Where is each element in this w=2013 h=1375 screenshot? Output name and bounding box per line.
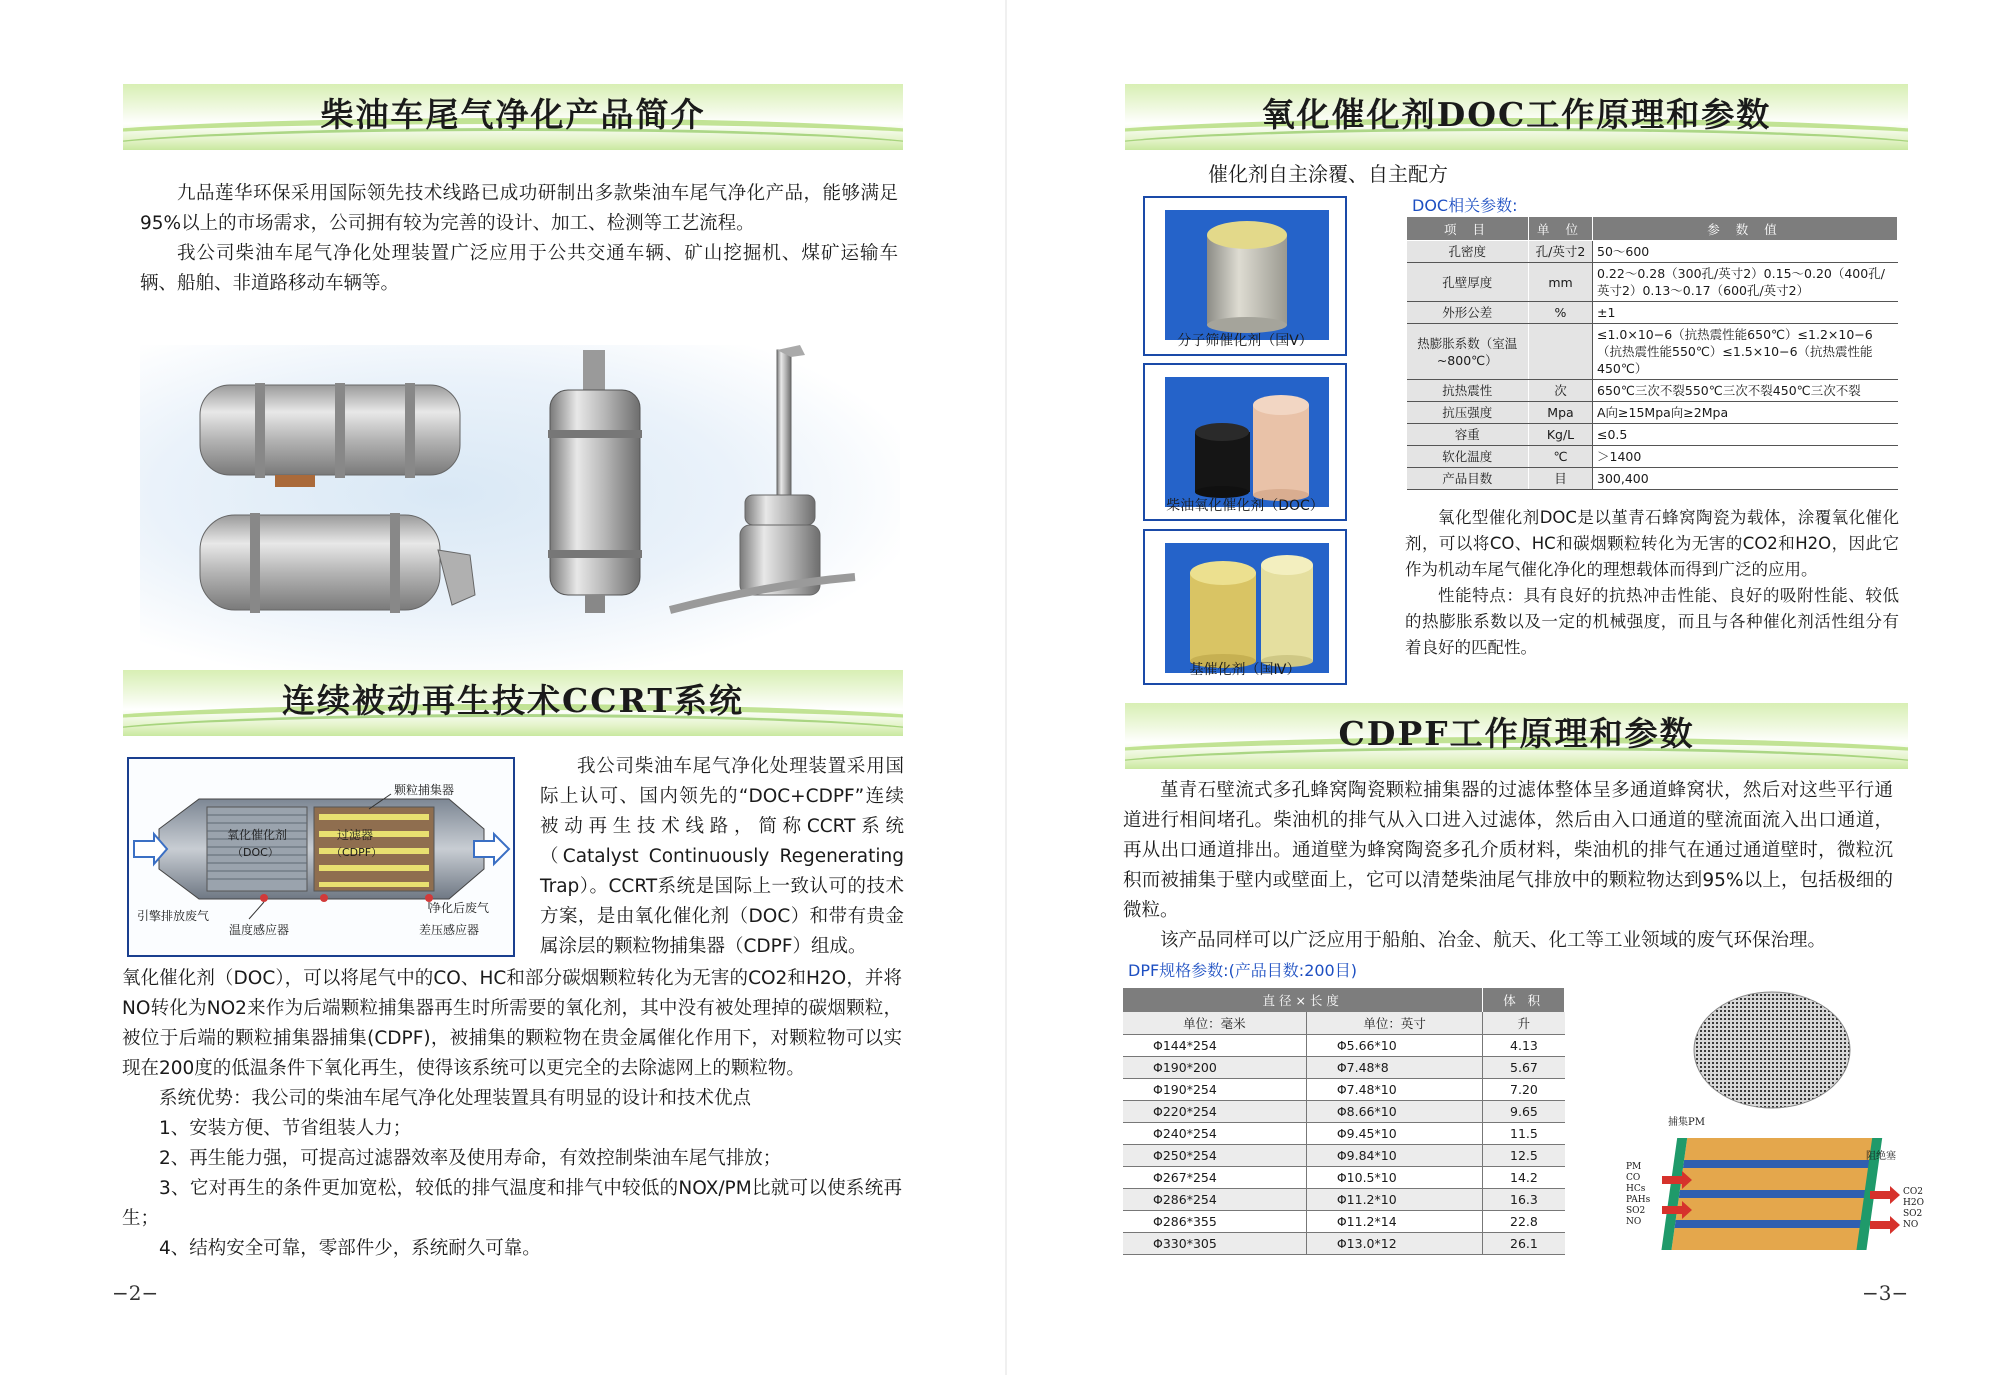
doc-cell-item: 抗压强度 [1407, 402, 1529, 424]
doc-table-row [1407, 302, 1898, 324]
ccrt-body-text [122, 964, 902, 1264]
doc-cell-item: 软化温度 [1407, 446, 1529, 468]
cdpf-description [1123, 776, 1893, 956]
ccrt-side-paragraph: 我公司柴油车尾气净化处理装置采用国际上认可、国内领先的“DOC+CDPF”连续被动再生技术线路，简称CCRT系统（Catalyst Continuously Regenerating Trap）。CCRT系统是国际上一致认可的技术方案，是由氧化催化剂（DOC）和带有贵金属涂层的颗粒物捕集器（CDPF）组成。 [540, 756, 904, 957]
section-title-doc: 氧化催化剂DOC工作原理和参数 [1261, 95, 1772, 134]
doc-cell-item: 孔壁厚度 [1407, 263, 1529, 302]
doc-description-paragraph-2: 性能特点：具有良好的抗热冲击性能、良好的吸附性能、较低的热膨胀系数以及一定的机械强度，而且与各种催化剂活性组分有着良好的匹配性。 [1405, 586, 1899, 657]
dpf-cell-liter: 12.5 [1483, 1144, 1565, 1166]
label-pressure-sensor: 差压感应器 [419, 923, 480, 937]
doc-cell-unit: ℃ [1529, 446, 1593, 468]
dpf-cell-mm: Φ286*355 [1123, 1210, 1306, 1232]
dpf-cell-inch: Φ13.0*12 [1306, 1232, 1483, 1254]
cdpf-paragraph-1: 堇青石壁流式多孔蜂窝陶瓷颗粒捕集器的过滤体整体呈多通道蜂窝状，然后对这些平行通道进行相间堵孔。柴油机的排气从入口进入过滤体，然后由入口通道的壁流面流入出口通道，再从出口通道排出。通道壁为蜂窝陶瓷多孔介质材料，柴油机的排气在通过通道壁时，微粒沉积而被捕集于壁内或壁面上，它可以清楚柴油尾气排放中的颗粒物达到95%以上，包括极细的微粒。 [1123, 780, 1893, 921]
dpf-subheader-mm: 单位：毫米 [1123, 1012, 1306, 1034]
label-temperature-sensor: 温度感应器 [229, 923, 290, 937]
doc-description [1405, 505, 1899, 661]
dpf-cell-mm: Φ267*254 [1123, 1166, 1306, 1188]
dpf-cell-liter: 7.20 [1483, 1078, 1565, 1100]
dpf-header-volume: 体 积 [1483, 988, 1565, 1012]
doc-header-value: 参 数 值 [1593, 217, 1898, 241]
doc-cell-unit: Mpa [1529, 402, 1593, 424]
dpf-cell-inch: Φ7.48*8 [1306, 1056, 1483, 1078]
dpf-cell-liter: 5.67 [1483, 1056, 1565, 1078]
dpf-cell-inch: Φ5.66*10 [1306, 1034, 1483, 1056]
section-title-cdpf: CDPF工作原理和参数 [1338, 714, 1695, 753]
dpf-cell-mm: Φ330*305 [1123, 1232, 1306, 1254]
dpf-cell-inch: Φ9.45*10 [1306, 1122, 1483, 1144]
title-banner-product-intro [123, 84, 903, 150]
catalyst-caption-1: 分子筛催化剂（国Ⅴ） [1177, 333, 1313, 349]
label-plug: 阻绝塞 [1866, 1151, 1896, 1162]
doc-cell-unit: 孔/英寸2 [1529, 241, 1593, 263]
input-gas-co: CO [1626, 1173, 1641, 1183]
dpf-table-row [1123, 1232, 1565, 1254]
horizontal-muffler-with-elbow-image [190, 510, 490, 620]
doc-cell-unit: 目 [1529, 468, 1593, 490]
doc-cell-value: 650℃三次不裂550℃三次不裂450℃三次不裂 [1593, 380, 1898, 402]
dpf-table-row [1123, 1056, 1565, 1078]
wall-flow-filter-diagram [1620, 1118, 1920, 1268]
dpf-cell-mm: Φ190*254 [1123, 1078, 1306, 1100]
dpf-cell-liter: 22.8 [1483, 1210, 1565, 1232]
ccrt-diagram [127, 757, 515, 957]
doc-table-row [1407, 446, 1898, 468]
dpf-cell-liter: 26.1 [1483, 1232, 1565, 1254]
doc-cell-unit [1529, 324, 1593, 380]
cdpf-paragraph-2: 该产品同样可以广泛应用于船舶、冶金、航天、化工等工业领域的废气环保治理。 [1160, 930, 1827, 951]
doc-table-row [1407, 402, 1898, 424]
dpf-table-row [1123, 1210, 1565, 1232]
doc-table-header-row [1407, 217, 1898, 241]
dpf-table-row [1123, 1166, 1565, 1188]
catalyst-image-doc [1165, 377, 1329, 507]
label-captured-pm: 捕集PM [1668, 1117, 1705, 1128]
doc-subtitle: 催化剂自主涂覆、自主配方 [1208, 162, 1448, 186]
intro-text [140, 179, 898, 299]
output-gas-no: NO [1903, 1220, 1919, 1230]
catalyst-frame-doc [1143, 363, 1347, 521]
doc-cell-value: A向≥15Mpa向≥2Mpa [1593, 402, 1898, 424]
doc-table-row [1407, 380, 1898, 402]
doc-cell-item: 孔密度 [1407, 241, 1529, 263]
doc-params-title: DOC相关参数: [1412, 196, 1518, 215]
section-title-product-intro: 柴油车尾气净化产品简介 [320, 95, 706, 134]
doc-cell-value: 50～600 [1593, 241, 1898, 263]
doc-cell-item: 容重 [1407, 424, 1529, 446]
input-gas-so2: SO2 [1626, 1206, 1646, 1216]
dpf-cell-inch: Φ10.5*10 [1306, 1166, 1483, 1188]
title-banner-doc [1125, 84, 1908, 150]
catalyst-caption-3: 基催化剂（国Ⅳ） [1189, 662, 1301, 678]
exhaust-pipe-muffler-image [665, 345, 865, 615]
label-particulate-trap: 颗粒捕集器 [394, 783, 455, 797]
doc-cylinders-icon [1165, 377, 1329, 507]
doc-table-row [1407, 468, 1898, 490]
catalyst-image-molecular-sieve [1165, 210, 1329, 340]
base-catalyst-cylinders-icon [1165, 543, 1329, 673]
ccrt-side-text [540, 752, 904, 962]
dpf-table-body [1123, 1012, 1565, 1254]
label-clean-exhaust: 净化后废气 [429, 901, 490, 915]
dpf-table-header-row [1123, 988, 1565, 1012]
advantage-item-4: 4、结构安全可靠，零部件少，系统耐久可靠。 [159, 1238, 541, 1259]
doc-cell-item: 外形公差 [1407, 302, 1529, 324]
advantage-item-1: 1、安装方便、节省组装人力； [159, 1118, 412, 1139]
vertical-muffler-image [545, 345, 650, 615]
doc-table-row [1407, 424, 1898, 446]
dpf-table-subheader-row [1123, 1012, 1565, 1034]
dpf-cell-liter: 9.65 [1483, 1100, 1565, 1122]
dpf-cell-mm: Φ240*254 [1123, 1122, 1306, 1144]
page-number-left: −2− [112, 1281, 159, 1305]
doc-table-row [1407, 324, 1898, 380]
doc-cell-unit: 次 [1529, 380, 1593, 402]
page-number-right: −3− [1862, 1281, 1909, 1305]
honeycomb-cylinder-icon [1165, 210, 1329, 340]
dpf-cell-inch: Φ11.2*14 [1306, 1210, 1483, 1232]
section-title-ccrt: 连续被动再生技术CCRT系统 [282, 681, 744, 720]
dpf-cell-mm: Φ250*254 [1123, 1144, 1306, 1166]
dpf-cell-mm: Φ190*200 [1123, 1056, 1306, 1078]
doc-cell-value: 0.22～0.28（300孔/英寸2）0.15～0.20（400孔/英寸2）0.13～0.17（600孔/英寸2） [1593, 263, 1898, 302]
doc-header-item: 项 目 [1407, 217, 1529, 241]
dpf-table-row [1123, 1034, 1565, 1056]
dpf-header-dimension: 直径×长度 [1123, 988, 1483, 1012]
label-engine-exhaust: 引擎排放废气 [137, 909, 210, 923]
doc-table-row [1407, 263, 1898, 302]
advantages-title: 系统优势：我公司的柴油车尾气净化处理装置具有明显的设计和技术优点 [159, 1088, 752, 1109]
ccrt-body-paragraph: 氧化催化剂（DOC），可以将尾气中的CO、HC和部分碳烟颗粒转化为无害的CO2和H2O，并将NO转化为NO2来作为后端颗粒捕集器再生时所需要的氧化剂，其中没有被处理掉的碳烟颗粒，被位于后端的颗粒捕集器捕集(CDPF)，被捕集的颗粒物在贵金属催化作用下，对颗粒物可以实现在200度的低温条件下氧化再生，使得该系统可以更完全的去除滤网上的颗粒物。 [122, 968, 902, 1079]
doc-cell-value: ≤0.5 [1593, 424, 1898, 446]
dpf-table-row [1123, 1100, 1565, 1122]
doc-cell-item: 热膨胀系数（室温~800℃） [1407, 324, 1529, 380]
dpf-cell-mm: Φ220*254 [1123, 1100, 1306, 1122]
doc-cell-item: 产品目数 [1407, 468, 1529, 490]
dpf-table-row [1123, 1122, 1565, 1144]
dpf-cell-mm: Φ144*254 [1123, 1034, 1306, 1056]
dpf-cell-liter: 11.5 [1483, 1122, 1565, 1144]
dpf-cell-liter: 14.2 [1483, 1166, 1565, 1188]
doc-cell-unit: % [1529, 302, 1593, 324]
doc-cell-value: ±1 [1593, 302, 1898, 324]
doc-description-paragraph-1: 氧化型催化剂DOC是以堇青石蜂窝陶瓷为载体，涂覆氧化催化剂，可以将CO、HC和碳烟颗粒转化为无害的CO2和H2O，因此它作为机动车尾气催化净化的理想载体而得到广泛的应用。 [1405, 508, 1899, 579]
dpf-subheader-liter: 升 [1483, 1012, 1565, 1034]
input-gas-no: NO [1626, 1217, 1642, 1227]
label-filter: 过滤器 [337, 828, 374, 842]
doc-cell-value: ≤1.0×10−6（抗热震性能650℃）≤1.2×10−6（抗热震性能550℃）≤1.5×10−6（抗热震性能450℃） [1593, 324, 1898, 380]
catalyst-image-base [1165, 543, 1329, 673]
output-gas-co2: CO2 [1903, 1187, 1923, 1197]
horizontal-muffler-image [185, 375, 475, 490]
label-cdpf-abbr: （CDPF） [331, 846, 383, 859]
dpf-table-row [1123, 1144, 1565, 1166]
advantage-item-3: 3、它对再生的条件更加宽松，较低的排气温度和排气中较低的NOX/PM比就可以使系统再生； [122, 1178, 902, 1229]
doc-cell-unit: Kg/L [1529, 424, 1593, 446]
title-banner-cdpf [1125, 703, 1908, 769]
intro-paragraph-1: 九品莲华环保采用国际领先技术线路已成功研制出多款柴油车尾气净化产品，能够满足95%以上的市场需求，公司拥有较为完善的设计、加工、检测等工艺流程。 [140, 183, 898, 234]
input-gas-pm: PM [1626, 1162, 1642, 1172]
dpf-table-row [1123, 1188, 1565, 1210]
intro-paragraph-2: 我公司柴油车尾气净化处理装置广泛应用于公共交通车辆、矿山挖掘机、煤矿运输车辆、船舶、非道路移动车辆等。 [140, 243, 898, 294]
doc-cell-item: 抗热震性 [1407, 380, 1529, 402]
dpf-cell-liter: 16.3 [1483, 1188, 1565, 1210]
dpf-cell-liter: 4.13 [1483, 1034, 1565, 1056]
left-page [0, 0, 1006, 1375]
dpf-cell-inch: Φ7.48*10 [1306, 1078, 1483, 1100]
dpf-spec-table [1123, 988, 1565, 1255]
advantage-item-2: 2、再生能力强，可提高过滤器效率及使用寿命，有效控制柴油车尾气排放； [159, 1148, 782, 1169]
input-gas-pahs: PAHs [1626, 1195, 1651, 1205]
doc-cell-unit: mm [1529, 263, 1593, 302]
doc-table-row [1407, 241, 1898, 263]
dpf-cell-inch: Φ11.2*10 [1306, 1188, 1483, 1210]
dpf-subheader-inch: 单位：英寸 [1306, 1012, 1483, 1034]
label-doc-abbr: （DOC） [232, 846, 279, 859]
output-gas-h2o: H2O [1903, 1198, 1924, 1208]
output-gas-so2: SO2 [1903, 1209, 1923, 1219]
dpf-table-row [1123, 1078, 1565, 1100]
dpf-params-title: DPF规格参数:(产品目数:200目) [1128, 961, 1357, 980]
doc-table-body [1407, 241, 1898, 490]
dpf-cell-inch: Φ9.84*10 [1306, 1144, 1483, 1166]
catalyst-frame-base [1143, 529, 1347, 685]
title-banner-ccrt [123, 670, 903, 736]
label-oxidation-catalyst: 氧化催化剂 [227, 828, 288, 842]
dpf-cell-inch: Φ8.66*10 [1306, 1100, 1483, 1122]
input-gas-hcs: HCs [1626, 1184, 1646, 1194]
doc-params-table [1406, 216, 1898, 490]
catalyst-frame-molecular-sieve [1143, 196, 1347, 356]
doc-cell-value: 300,400 [1593, 468, 1898, 490]
honeycomb-filter-disc-image [1692, 990, 1852, 1110]
catalyst-caption-2: 柴油氧化催化剂（DOC） [1166, 498, 1324, 514]
filter-output-gases [1903, 1187, 1924, 1231]
doc-header-unit: 单 位 [1529, 217, 1593, 241]
dpf-cell-mm: Φ286*254 [1123, 1188, 1306, 1210]
doc-cell-value: ＞1400 [1593, 446, 1898, 468]
filter-input-gases [1626, 1162, 1650, 1228]
